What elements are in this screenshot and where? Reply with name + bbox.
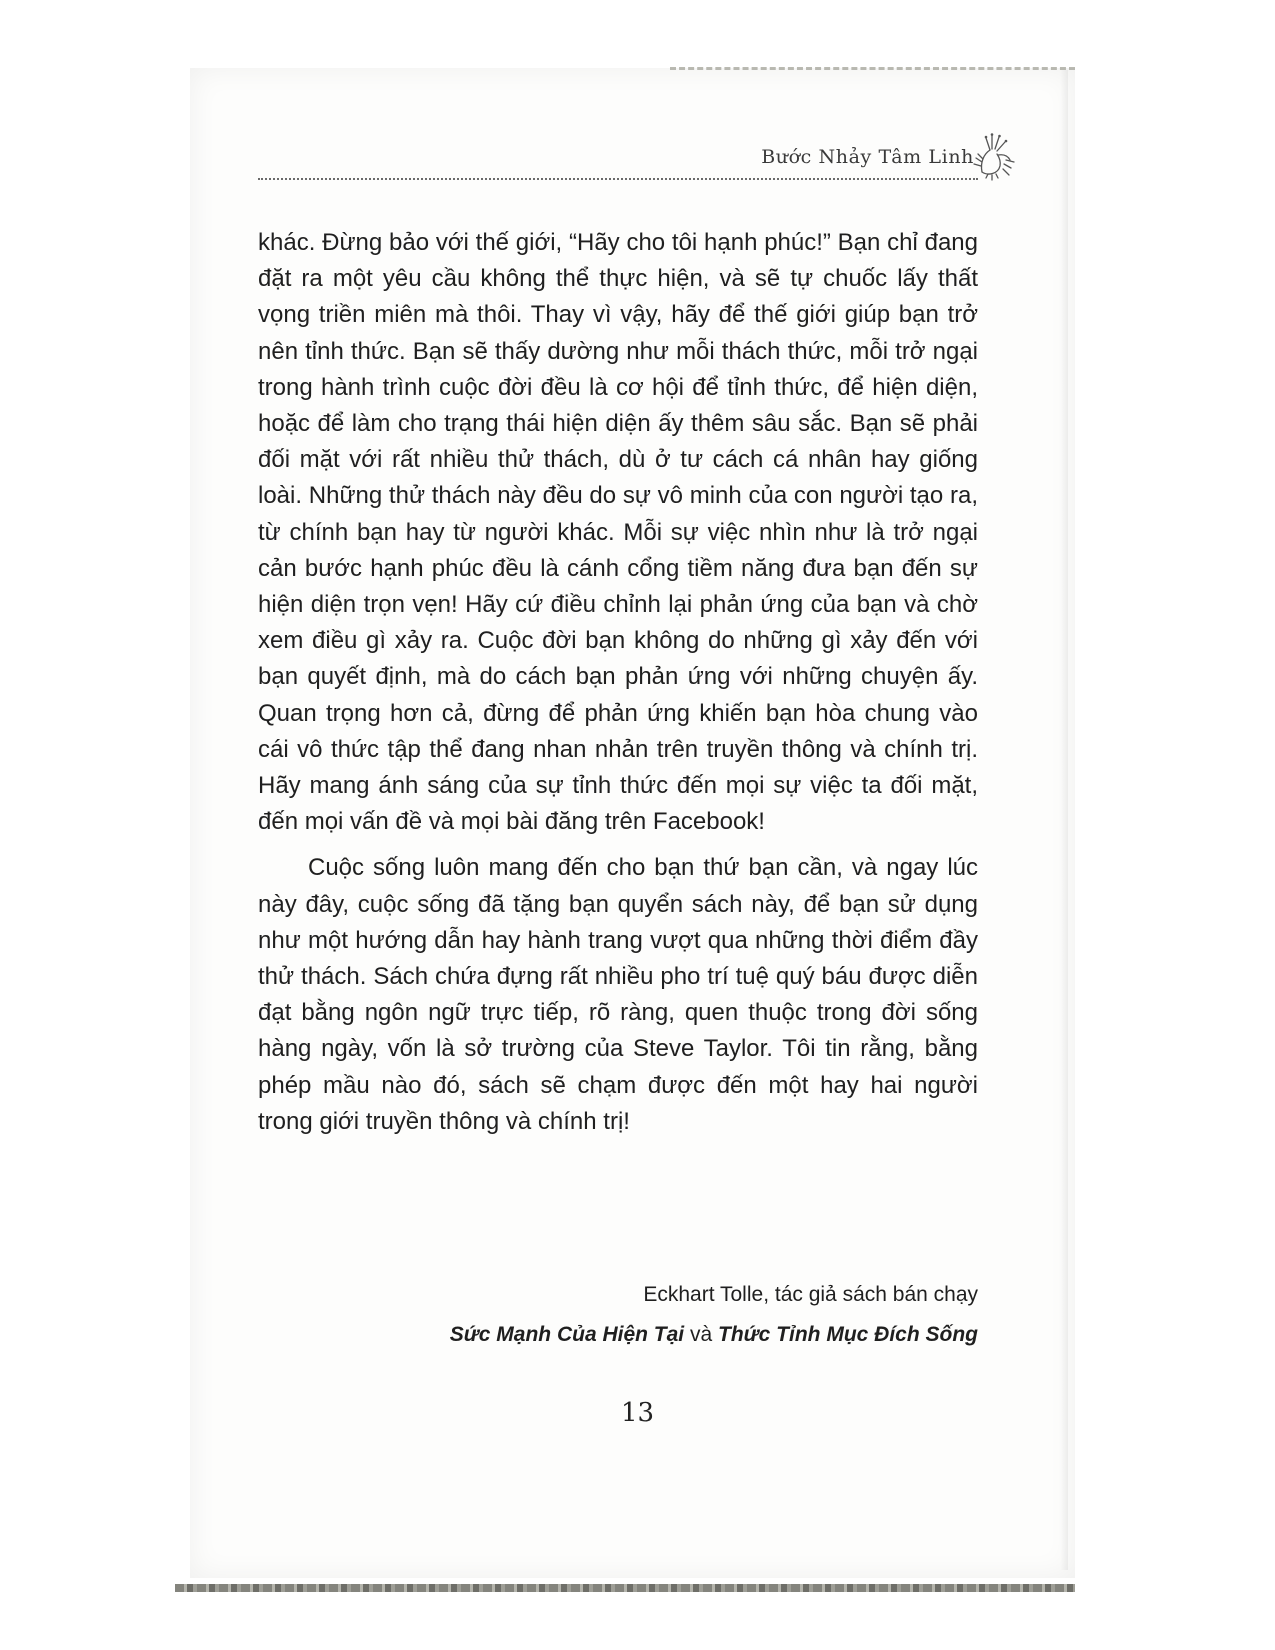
author-line: Eckhart Tolle, tác giả sách bán chạy	[643, 1283, 978, 1306]
top-edge-dash	[670, 67, 1075, 70]
attribution	[450, 1275, 978, 1355]
running-title: Bước Nhảy Tâm Linh	[761, 146, 974, 168]
bottom-edge-band	[175, 1584, 1075, 1592]
book-title: Thức Tỉnh Mục Đích Sống	[718, 1323, 978, 1346]
book-title: Sức Mạnh Của Hiện Tại	[449, 1323, 685, 1346]
running-header	[258, 138, 1018, 178]
body-text	[258, 225, 978, 1140]
page-edge-shadow	[1060, 70, 1068, 1570]
paragraph: Cuộc sống luôn mang đến cho bạn thứ bạn cần, và ngay lúc này đây, cuộc sống đã tặng bạn quyển sách này, để bạn sử dụng như một hướng dẫn hay hành trang vượt qua những thời điểm đầy thử thách. Sách chứa đựng rất nhiều pho trí tuệ quý báu được diễn đạt bằng ngôn ngữ trực tiếp, rõ ràng, quen thuộc trong đời sống hàng ngày, vốn là sở trường của Steve Taylor. Tôi tin rằng, bằng phép mầu nào đó, sách sẽ chạm được đến một hay hai người trong giới truyền thông và chính trị!	[258, 854, 978, 1135]
book-titles-line	[450, 1315, 978, 1355]
page-number: 13	[620, 1398, 655, 1428]
paragraph-continued: khác. Đừng bảo với thế giới, “Hãy cho tôi hạnh phúc!” Bạn chỉ đang đặt ra một yêu cầu không thể thực hiện, và sẽ tự chuốc lấy thất vọng triền miên mà thôi. Thay vì vậy, hãy để thế giới giúp bạn trở nên tỉnh thức. Bạn sẽ thấy dường như mỗi thách thức, mỗi trở ngại trong hành trình cuộc đời đều là cơ hội để tỉnh thức, để hiện diện, hoặc để làm cho trạng thái hiện diện ấy thêm sâu sắc. Bạn sẽ phải đối mặt với rất nhiều thử thách, dù ở tư cách cá nhân hay giống loài. Những thử thách này đều do sự vô minh của con người tạo ra, từ chính bạn hay từ người khác. Mỗi sự việc nhìn như là trở ngại cản bước hạnh phúc đều là cánh cổng tiềm năng đưa bạn đến sự hiện diện trọn vẹn! Hãy cứ điều chỉnh lại phản ứng của bạn và chờ xem điều gì xảy ra. Cuộc đời bạn không do những gì xảy đến với bạn quyết định, mà do cách bạn phản ứng với những chuyện ấy. Quan trọng hơn cả, đừng để phản ứng khiến bạn hòa chung vào cái vô thức tập thể đang nhan nhản trên truyền thông và chính trị. Hãy mang ánh sáng của sự tỉnh thức đến mọi sự việc ta đối mặt, đến mọi vấn đề và mọi bài đăng trên Facebook!	[258, 229, 978, 836]
title-connector: và	[684, 1323, 719, 1346]
hand-flower-ornament-icon	[970, 132, 1018, 182]
header-dotted-rule	[258, 178, 978, 180]
